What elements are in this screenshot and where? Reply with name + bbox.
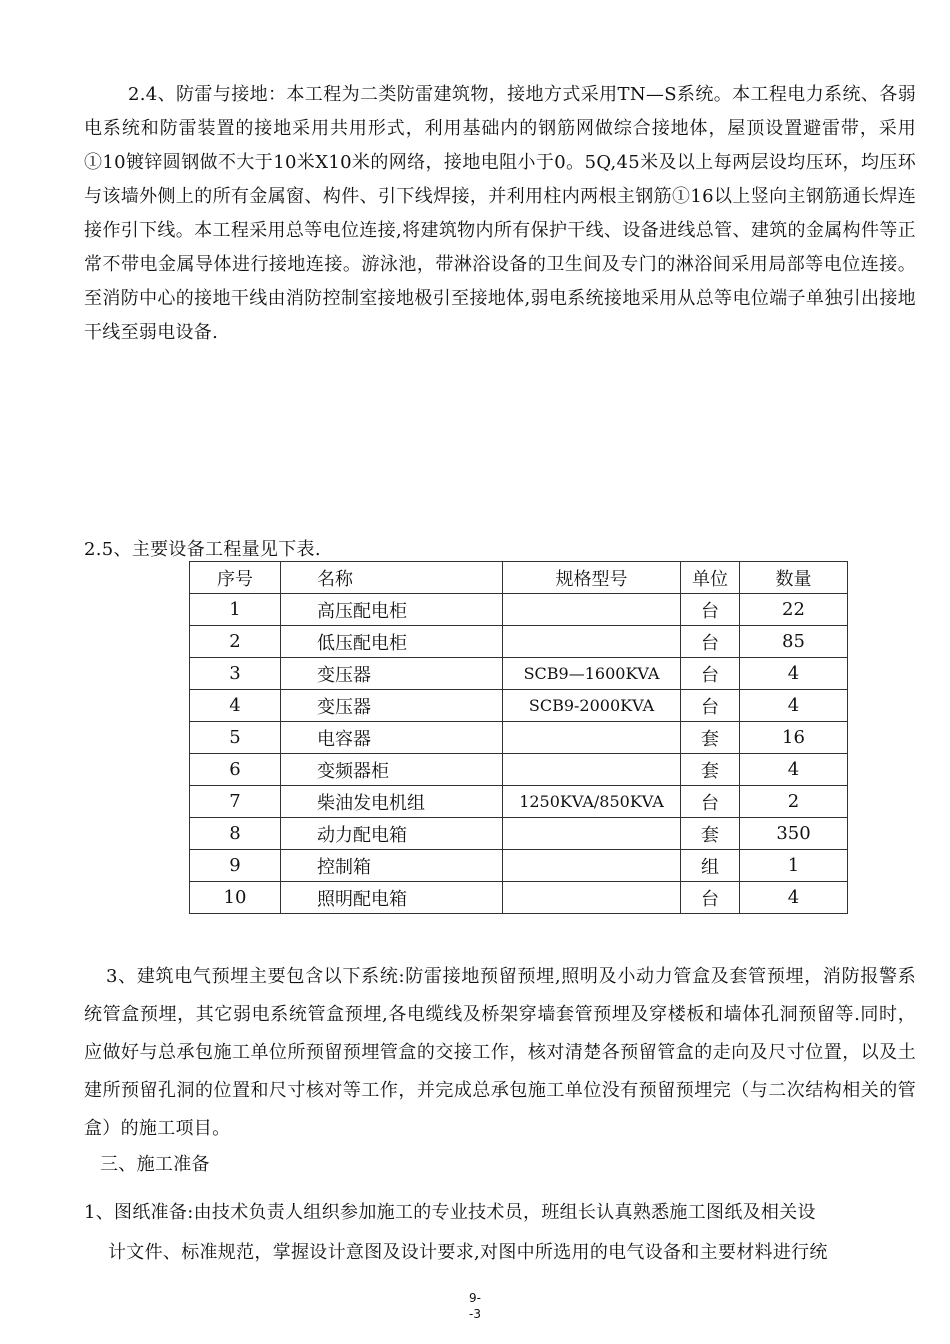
cell-qty: 4 [740, 754, 848, 786]
cell-qty: 4 [740, 882, 848, 914]
cell-no: 5 [190, 722, 281, 754]
cell-spec [503, 722, 681, 754]
cell-no: 7 [190, 786, 281, 818]
cell-unit: 套 [681, 722, 740, 754]
table-row [190, 658, 848, 690]
cell-qty: 4 [740, 658, 848, 690]
cell-no: 4 [190, 690, 281, 722]
cell-name: 控制箱 [281, 850, 503, 882]
cell-qty: 22 [740, 594, 848, 626]
cell-name: 高压配电柜 [281, 594, 503, 626]
header-unit: 单位 [681, 562, 740, 594]
table-row [190, 754, 848, 786]
cell-no: 1 [190, 594, 281, 626]
cell-qty: 2 [740, 786, 848, 818]
cell-unit: 台 [681, 690, 740, 722]
drawing-prep-paragraph [84, 1193, 916, 1273]
section-3-paragraph: 3、建筑电气预埋主要包含以下系统:防雷接地预留预埋,照明及小动力管盒及套管预埋，消防报警系统管盒预埋，其它弱电系统管盒预埋,各电缆线及桥架穿墙套管预埋及穿楼板和墙体孔洞预留等.同时，应做好与总承包施工单位所预留预埋管盒的交接工作，核对清楚各预留管盒的走向及尺寸位置，以及土建所预留孔洞的位置和尺寸核对等工作，并完成总承包施工单位没有预留预埋完（与二次结构相关的管盒）的施工项目。 [84, 966, 916, 1139]
header-qty: 数量 [740, 562, 848, 594]
cell-unit: 台 [681, 626, 740, 658]
cell-spec [503, 818, 681, 850]
cell-name: 照明配电箱 [281, 882, 503, 914]
cell-unit: 套 [681, 818, 740, 850]
chapter-3-heading: 三、施工准备 [100, 1154, 210, 1175]
cell-unit: 台 [681, 882, 740, 914]
equipment-table [189, 561, 848, 914]
cell-no: 6 [190, 754, 281, 786]
cell-no: 8 [190, 818, 281, 850]
page-number-bottom: -3 [469, 1307, 481, 1321]
section-2-4-paragraph: 2.4、防雷与接地：本工程为二类防雷建筑物，接地方式采用TN—S系统。本工程电力系统、各弱电系统和防雷装置的接地采用共用形式，利用基础内的钢筋网做综合接地体，屋顶设置避雷带，采用①10镀锌圆钢做不大于10米X10米的网络，接地电阻小于0。5Q,45米及以上每两层设均压环，均压环与该墙外侧上的所有金属窗、构件、引下线焊接，并利用柱内两根主钢筋①16以上竖向主钢筋通长焊连接作引下线。本工程采用总等电位连接,将建筑物内所有保护干线、设备进线总管、建筑的金属构件等正常不带电金属导体进行接地连接。游泳池，带淋浴设备的卫生间及专门的淋浴间采用局部等电位连接。至消防中心的接地干线由消防控制室接地极引至接地体,弱电系统接地采用从总等电位端子单独引出接地干线至弱电设备. [84, 84, 916, 343]
cell-qty: 350 [740, 818, 848, 850]
cell-spec [503, 882, 681, 914]
cell-spec [503, 626, 681, 658]
cell-name: 低压配电柜 [281, 626, 503, 658]
cell-spec [503, 594, 681, 626]
cell-no: 3 [190, 658, 281, 690]
table-row [190, 850, 848, 882]
cell-spec [503, 850, 681, 882]
drawing-prep-line-1: 1、图纸准备:由技术负责人组织参加施工的专业技术员，班组长认真熟悉施工图纸及相关设 [84, 1202, 816, 1223]
cell-unit: 台 [681, 658, 740, 690]
cell-unit: 台 [681, 594, 740, 626]
header-no: 序号 [190, 562, 281, 594]
cell-no: 10 [190, 882, 281, 914]
cell-unit: 台 [681, 786, 740, 818]
cell-spec: 1250KVA/850KVA [503, 786, 681, 818]
cell-no: 2 [190, 626, 281, 658]
table-row [190, 722, 848, 754]
cell-unit: 组 [681, 850, 740, 882]
cell-name: 电容器 [281, 722, 503, 754]
table-row [190, 594, 848, 626]
page-number-top: 9- [469, 1291, 481, 1305]
table-row [190, 786, 848, 818]
header-spec: 规格型号 [503, 562, 681, 594]
page-number [440, 1290, 510, 1322]
cell-qty: 1 [740, 850, 848, 882]
cell-qty: 4 [740, 690, 848, 722]
cell-unit: 套 [681, 754, 740, 786]
table-row [190, 818, 848, 850]
cell-name: 变压器 [281, 690, 503, 722]
cell-spec [503, 754, 681, 786]
section-2-5-title: 2.5、主要设备工程量见下表. [84, 539, 321, 560]
cell-name: 动力配电箱 [281, 818, 503, 850]
cell-name: 变压器 [281, 658, 503, 690]
cell-name: 柴油发电机组 [281, 786, 503, 818]
cell-spec: SCB9—1600KVA [503, 658, 681, 690]
table-header-row [190, 562, 848, 594]
table-row [190, 690, 848, 722]
cell-qty: 85 [740, 626, 848, 658]
drawing-prep-line-2: 计文件、标准规范，掌握设计意图及设计要求,对图中所选用的电气设备和主要材料进行统 [108, 1242, 828, 1263]
table-row [190, 882, 848, 914]
cell-name: 变频器柜 [281, 754, 503, 786]
header-name: 名称 [281, 562, 503, 594]
cell-qty: 16 [740, 722, 848, 754]
cell-spec: SCB9-2000KVA [503, 690, 681, 722]
cell-no: 9 [190, 850, 281, 882]
table-row [190, 626, 848, 658]
